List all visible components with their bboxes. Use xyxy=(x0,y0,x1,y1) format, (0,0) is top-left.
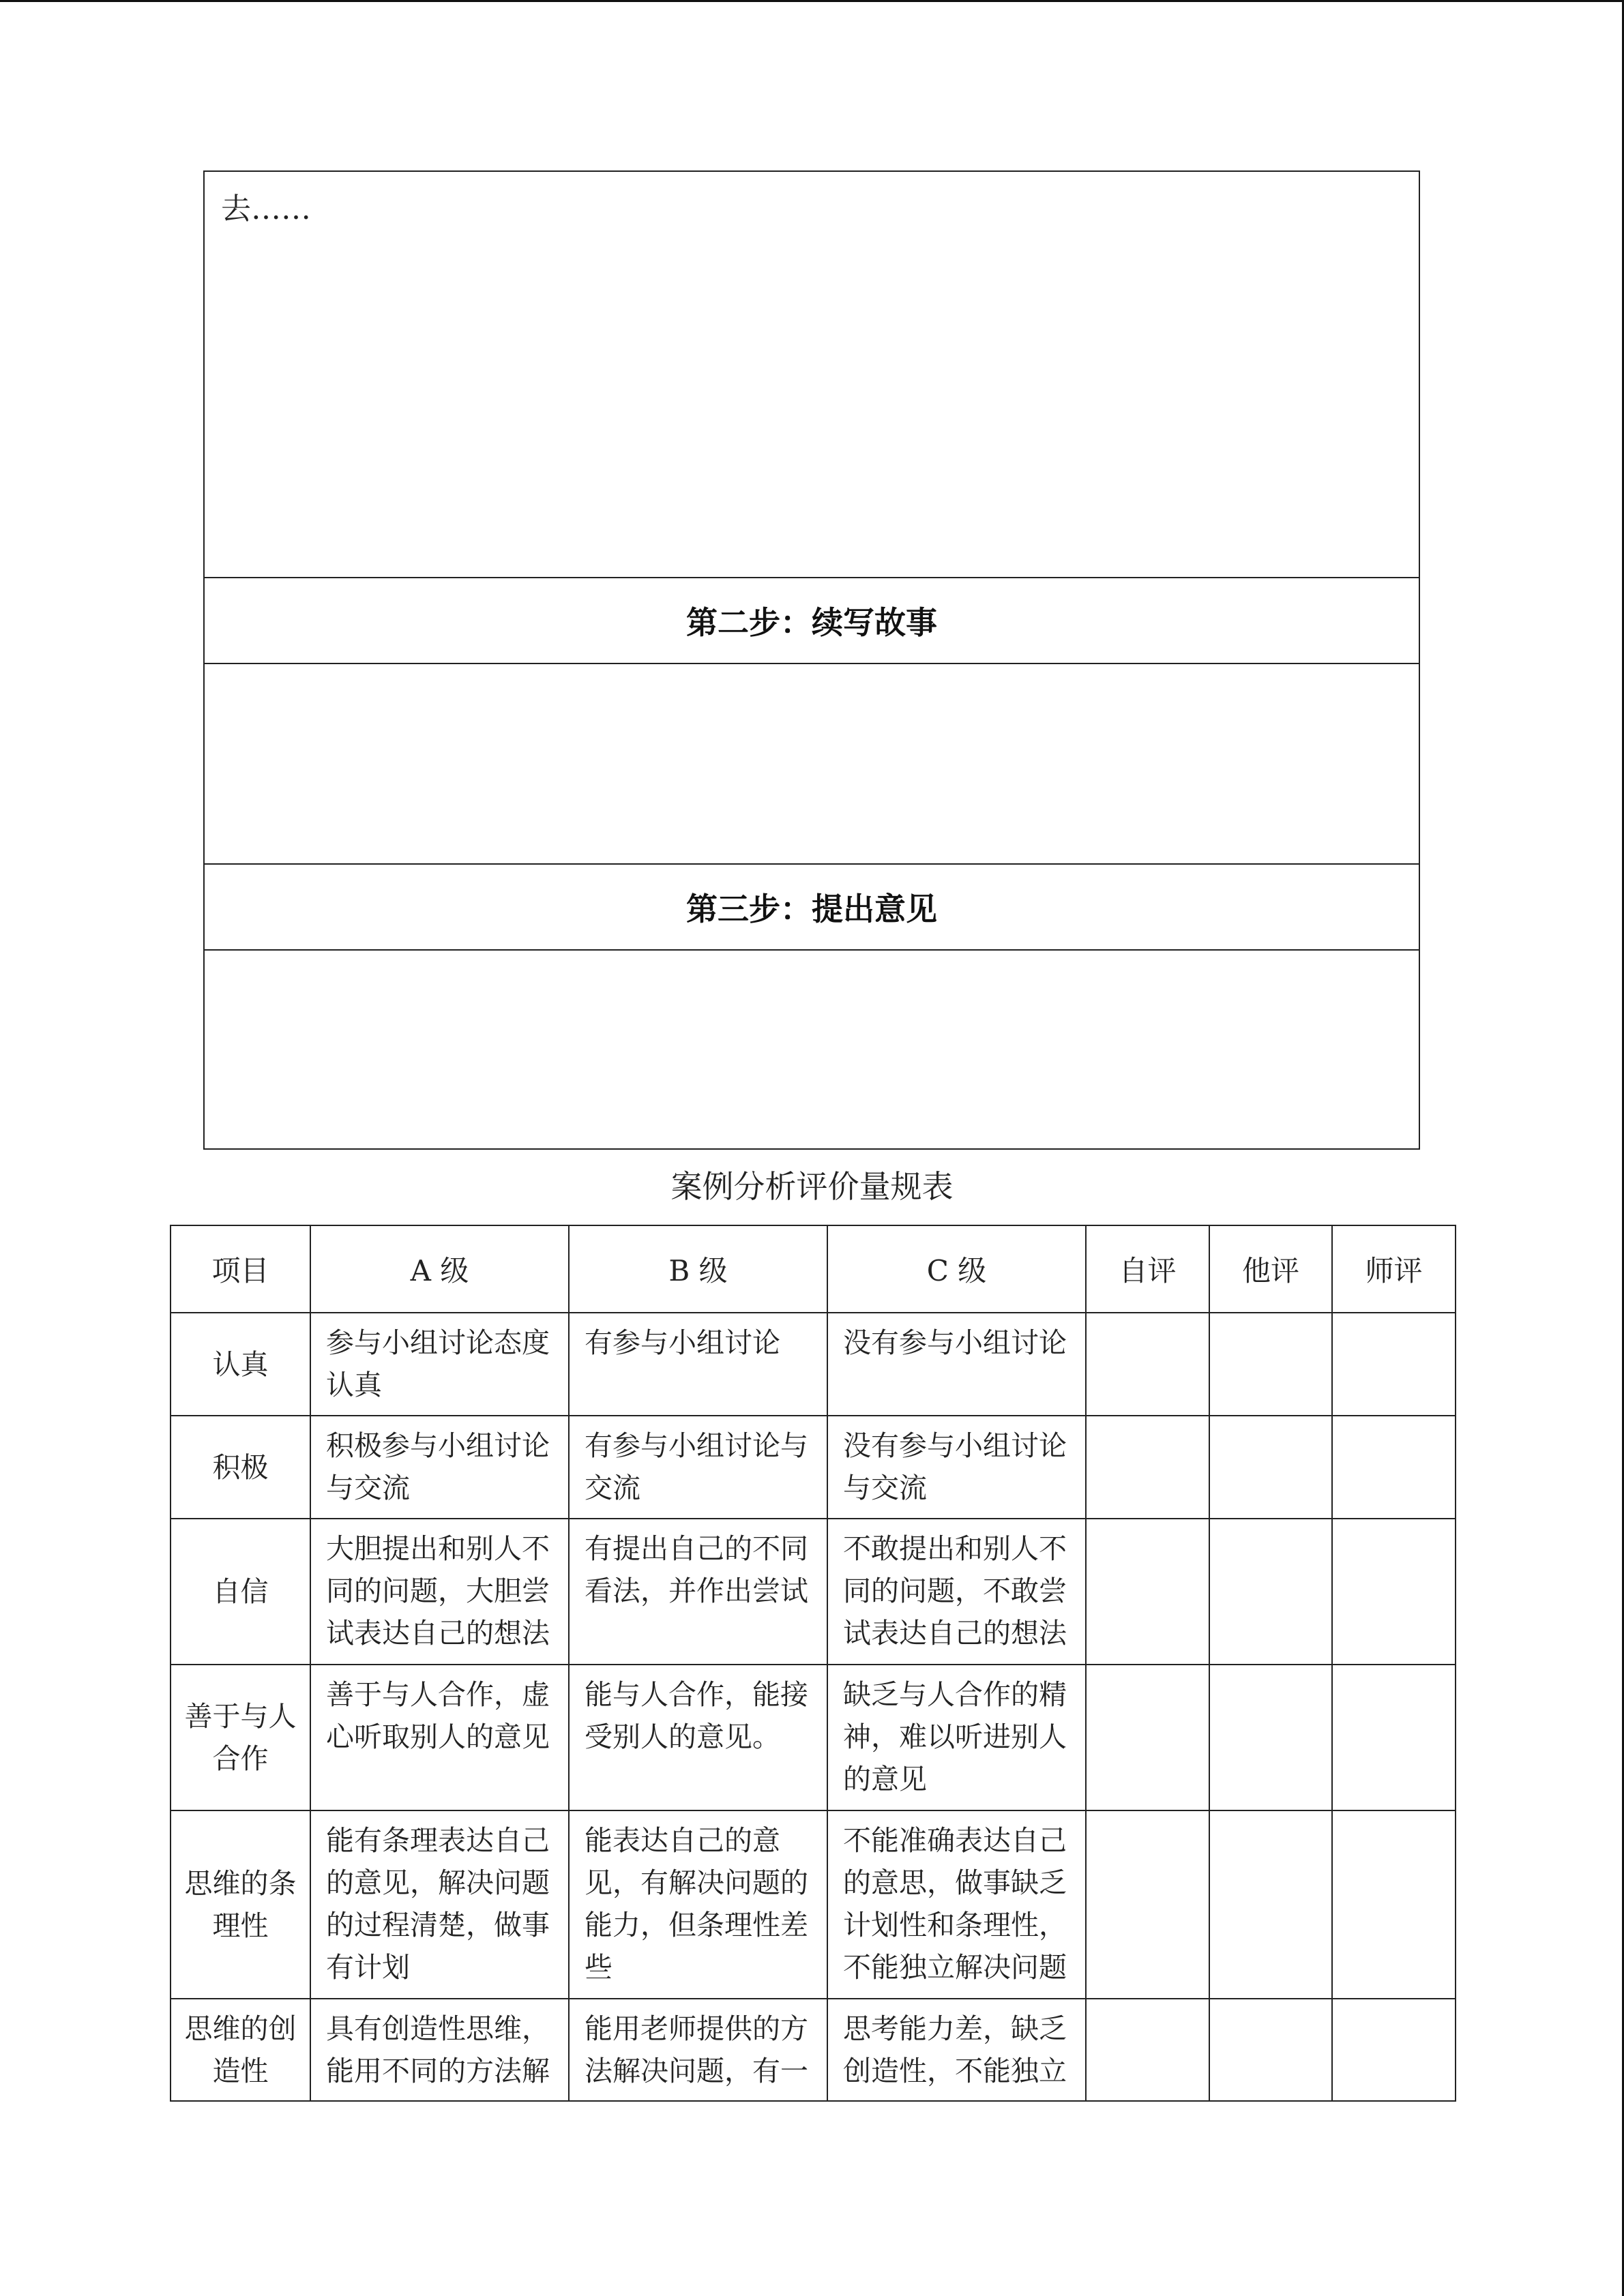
level-c-cell: 没有参与小组讨论 xyxy=(827,1313,1086,1416)
level-b-cell: 能表达自己的意见，有解决问题的能力，但条理性差些 xyxy=(569,1810,827,1999)
header-level-b: B 级 xyxy=(569,1225,827,1313)
self-eval-cell[interactable] xyxy=(1086,1810,1209,1999)
level-b-cell: 有提出自己的不同看法，并作出尝试 xyxy=(569,1519,827,1665)
level-a-cell: 具有创造性思维，能用不同的方法解 xyxy=(310,1999,569,2101)
level-a-cell: 善于与人合作，虚心听取别人的意见 xyxy=(310,1665,569,1810)
self-eval-cell[interactable] xyxy=(1086,1416,1209,1519)
table-row xyxy=(171,1519,1456,1665)
teacher-eval-cell[interactable] xyxy=(1332,1665,1456,1810)
teacher-eval-cell[interactable] xyxy=(1332,1519,1456,1665)
level-a-cell: 大胆提出和别人不同的问题，大胆尝试表达自己的想法 xyxy=(310,1519,569,1665)
level-a-cell: 参与小组讨论态度认真 xyxy=(310,1313,569,1416)
level-a-cell: 积极参与小组讨论与交流 xyxy=(310,1416,569,1519)
row-item: 自信 xyxy=(171,1519,310,1665)
table-row xyxy=(171,1416,1456,1519)
level-c-cell: 不能准确表达自己的意思，做事缺乏计划性和条理性，不能独立解决问题 xyxy=(827,1810,1086,1999)
self-eval-cell[interactable] xyxy=(1086,1999,1209,2101)
row-item: 认真 xyxy=(171,1313,310,1416)
story-worksheet-box xyxy=(203,170,1420,1150)
header-item: 项目 xyxy=(171,1225,310,1313)
row-item: 积极 xyxy=(171,1416,310,1519)
header-level-a: A 级 xyxy=(310,1225,569,1313)
rubric-table xyxy=(170,1225,1456,2102)
step2-title: 第二步：续写故事 xyxy=(686,604,937,641)
table-row xyxy=(171,1810,1456,1999)
step3-writing-area[interactable] xyxy=(205,951,1419,1150)
table-caption: 案例分析评价量规表 xyxy=(670,1168,954,1205)
level-b-cell: 能用老师提供的方法解决问题，有一 xyxy=(569,1999,827,2101)
level-c-cell: 没有参与小组讨论与交流 xyxy=(827,1416,1086,1519)
row-item: 善于与人合作 xyxy=(171,1665,310,1810)
header-teacher-eval: 师评 xyxy=(1332,1225,1456,1313)
level-b-cell: 有参与小组讨论与交流 xyxy=(569,1416,827,1519)
table-row xyxy=(171,1999,1456,2101)
table-header-row xyxy=(171,1225,1456,1313)
level-c-cell: 不敢提出和别人不同的问题，不敢尝试表达自己的想法 xyxy=(827,1519,1086,1665)
peer-eval-cell[interactable] xyxy=(1209,1810,1332,1999)
peer-eval-cell[interactable] xyxy=(1209,1313,1332,1416)
header-self-eval: 自评 xyxy=(1086,1225,1209,1313)
level-b-cell: 有参与小组讨论 xyxy=(569,1313,827,1416)
peer-eval-cell[interactable] xyxy=(1209,1665,1332,1810)
step3-title: 第三步：提出意见 xyxy=(686,891,937,927)
step2-header xyxy=(205,577,1419,664)
step2-writing-area[interactable] xyxy=(205,664,1419,863)
page-top-border xyxy=(0,0,1624,2)
table-row xyxy=(171,1313,1456,1416)
teacher-eval-cell[interactable] xyxy=(1332,1416,1456,1519)
row-item: 思维的创造性 xyxy=(171,1999,310,2101)
peer-eval-cell[interactable] xyxy=(1209,1416,1332,1519)
teacher-eval-cell[interactable] xyxy=(1332,1313,1456,1416)
teacher-eval-cell[interactable] xyxy=(1332,1810,1456,1999)
level-c-cell: 缺乏与人合作的精神，难以听进别人的意见 xyxy=(827,1665,1086,1810)
level-a-cell: 能有条理表达自己 的意见，解决问题的过程清楚，做事有计划 xyxy=(310,1810,569,1999)
teacher-eval-cell[interactable] xyxy=(1332,1999,1456,2101)
story-continuation-area xyxy=(205,172,1419,577)
header-level-c: C 级 xyxy=(827,1225,1086,1313)
row-item: 思维的条理性 xyxy=(171,1810,310,1999)
self-eval-cell[interactable] xyxy=(1086,1519,1209,1665)
header-peer-eval: 他评 xyxy=(1209,1225,1332,1313)
self-eval-cell[interactable] xyxy=(1086,1665,1209,1810)
peer-eval-cell[interactable] xyxy=(1209,1999,1332,2101)
continuation-text: 去…… xyxy=(221,192,311,226)
peer-eval-cell[interactable] xyxy=(1209,1519,1332,1665)
table-row xyxy=(171,1665,1456,1810)
step3-header xyxy=(205,863,1419,951)
level-c-cell: 思考能力差，缺乏创造性，不能独立 xyxy=(827,1999,1086,2101)
self-eval-cell[interactable] xyxy=(1086,1313,1209,1416)
level-b-cell: 能与人合作，能接受别人的意见。 xyxy=(569,1665,827,1810)
